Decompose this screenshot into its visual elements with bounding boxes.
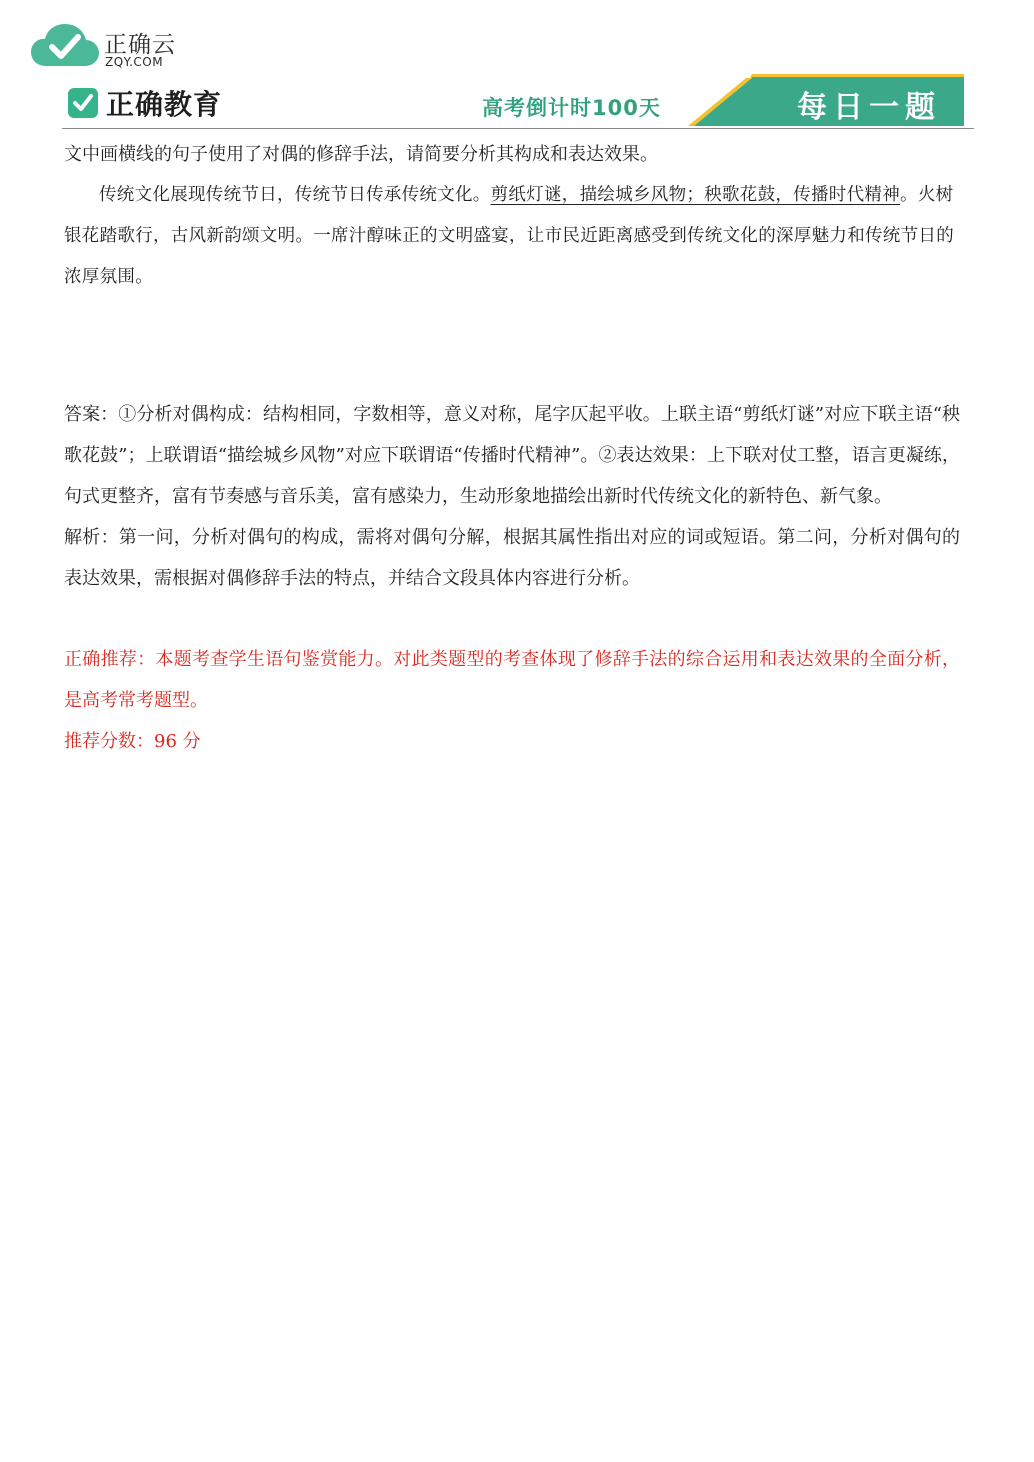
- countdown-text: 高考倒计时100天: [482, 96, 661, 120]
- logo-name: 正确云: [104, 32, 176, 58]
- passage-before: 传统文化展现传统节日，传统节日传承传统文化。: [99, 185, 491, 205]
- brand-logo: [68, 86, 222, 120]
- header-divider: [62, 128, 974, 129]
- score-text: 推荐分数：96 分: [64, 731, 201, 752]
- passage: [64, 175, 960, 298]
- header-banner: [62, 74, 974, 130]
- daily-question-title: 每日一题: [797, 90, 941, 125]
- cloud-check-icon: [30, 22, 100, 70]
- question-text: 文中画横线的句子使用了对偶的修辞手法，请简要分析其构成和表达效果。: [64, 144, 658, 165]
- underlined-sentence: 剪纸灯谜，描绘城乡风物；秧歌花鼓，传播时代精神: [490, 185, 901, 205]
- zqy-logo: [30, 18, 190, 74]
- document-body: [64, 134, 960, 762]
- check-icon: [68, 88, 98, 118]
- passage-after: 。火树银花踏歌行，古风新韵颂文明。一席汁醇味正的文明盛宴，让市民近距离感受到传统文化的深厚魅力和传统节日的浓厚氛围。: [64, 185, 954, 287]
- logo-url: ZQY.COM: [105, 55, 164, 69]
- recommendation-text: 正确推荐：本题考查学生语句鉴赏能力。对此类题型的考查体现了修辞手法的综合运用和表达效果的全面分析，是高考常考题型。: [64, 649, 960, 711]
- analysis-text: 解析：第一问，分析对偶句的构成，需将对偶句分解，根据其属性指出对应的词或短语。第二问，分析对偶句的表达效果，需根据对偶修辞手法的特点，并结合文段具体内容进行分析。: [64, 527, 960, 589]
- brand-name: 正确教育: [106, 88, 223, 121]
- answer-text: 答案：①分析对偶构成：结构相同，字数相等，意义对称，尾字仄起平收。上联主语“剪纸灯谜”对应下联主语“秧歌花鼓”；上联谓语“描绘城乡风物”对应下联谓语“传播时代精神”。②表达效果：上下联对仗工整，语言更凝练，句式更整齐，富有节奏感与音乐美，富有感染力，生动形象地描绘出新时代传统文化的新特色、新气象。: [64, 404, 960, 507]
